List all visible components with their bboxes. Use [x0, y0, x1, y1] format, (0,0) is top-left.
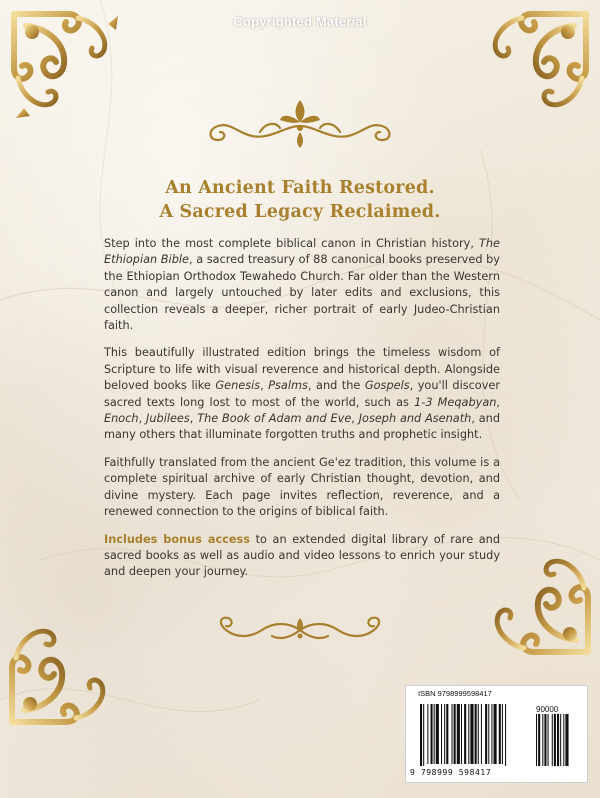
headline-line-1: An Ancient Faith Restored.: [165, 178, 435, 198]
barcode-bar: [444, 704, 445, 764]
barcode-bar: [454, 704, 456, 764]
text-span: ,: [351, 412, 359, 426]
barcode-bar: [478, 704, 479, 764]
text-span: ,: [138, 412, 147, 426]
barcode-bar: [468, 704, 469, 764]
barcode-addon-bar: [560, 714, 561, 766]
barcode-bar: [457, 704, 460, 764]
barcode-addon-bar: [544, 714, 546, 766]
barcode-bar: [461, 704, 462, 764]
book-name: Gospels: [364, 379, 410, 393]
price-code: 90000: [536, 705, 559, 714]
text-span: , a sacred treasury of 88 canonical books preserved by the Ethiopian Orthodox Tewahedo Church. Far older than the Western canon and largely untouched by later edits and exclusions, this collection reveals a deeper, richer portrait of early Judeo-Christian faith.: [104, 253, 500, 333]
barcode-addon-bar: [565, 714, 568, 766]
barcode-digits: 9 798999 598417: [410, 768, 492, 777]
barcode-bar: [494, 704, 497, 764]
flourish-divider-icon: [210, 610, 390, 650]
paragraph-1: [104, 236, 500, 334]
watermark: Copyrighted Material: [233, 14, 367, 29]
barcode-bar: [420, 704, 422, 766]
barcode-bar: [470, 704, 473, 764]
barcode-bar: [505, 704, 506, 766]
description: [104, 236, 500, 592]
text-span: , you'll discover sacred texts long lost to most of the world, such as: [104, 379, 500, 409]
barcode-bar: [502, 704, 503, 764]
barcode-addon-bar: [538, 714, 540, 766]
barcode-bar: [481, 704, 482, 764]
barcode-bar: [434, 704, 435, 764]
barcode-bar: [491, 704, 492, 764]
barcode-bar: [427, 704, 428, 764]
flourish-divider-icon: [200, 96, 400, 156]
headline: [0, 176, 600, 224]
text-span: This beautifully illustrated edition brings the timeless wisdom of Scripture to life with visual reverence and historical depth. Alongside beloved books like: [104, 346, 500, 393]
book-name: Enoch: [104, 412, 139, 426]
book-name: Psalms: [268, 379, 308, 393]
book-name: Genesis: [215, 379, 261, 393]
barcode-bar: [485, 704, 487, 764]
barcode-addon-bar: [548, 714, 549, 766]
paragraph-4: [104, 532, 500, 581]
text-span: , and the: [307, 379, 365, 393]
book-title: The Ethiopian Bible: [104, 237, 500, 267]
paragraph-2: [104, 345, 500, 443]
barcode-bar: [441, 704, 442, 764]
book-name: The Book of Adam and Eve: [197, 412, 352, 426]
isbn-barcode: [405, 685, 588, 783]
corner-ornament-icon: [6, 608, 126, 728]
corner-ornament-icon: [472, 8, 592, 128]
barcode-bar: [452, 704, 453, 764]
paragraph-3: Faithfully translated from the ancient Ge'ez tradition, this volume is a complete spiritual archive of early Christian thought, devotion, and divine mystery. Each page invites reflection, reverence, and a renewed connection to the origins of biblical faith.: [104, 455, 500, 519]
headline-line-2: A Sacred Legacy Reclaimed.: [159, 202, 441, 222]
text-span: , and many others that illuminate forgotten truths and prophetic insight.: [104, 412, 500, 442]
corner-ornament-icon: [8, 8, 128, 128]
barcode-bars: [418, 698, 578, 766]
text-span: Step into the most complete biblical canon in Christian history,: [104, 237, 479, 250]
barcode-bar: [464, 704, 466, 764]
barcode-bar: [423, 704, 424, 766]
barcode-bar: [488, 704, 489, 764]
barcode-addon-bar: [536, 714, 537, 766]
barcode-addon-bar: [563, 714, 564, 766]
barcode-bar: [436, 704, 439, 764]
text-span: ,: [189, 412, 198, 426]
book-name: 1-3 Meqabyan: [414, 395, 497, 409]
barcode-addon-bar: [557, 714, 559, 766]
barcode-bar: [475, 704, 477, 764]
bonus-highlight: Includes bonus access: [104, 532, 250, 546]
barcode-bar: [446, 704, 448, 764]
book-name: Joseph and Asenath: [358, 412, 472, 426]
isbn-label: ISBN 9798999598417: [418, 689, 492, 698]
barcode-addon-bar: [552, 714, 553, 766]
text-span: ,: [260, 379, 269, 393]
text-span: ,: [496, 395, 500, 409]
barcode-addon-bar: [554, 714, 556, 766]
barcode-bar: [499, 704, 501, 764]
book-name: Jubilees: [146, 412, 190, 426]
barcode-addon-bar: [542, 714, 543, 766]
text-span: to an extended digital library of rare and sacred books as well as audio and video lessons to enrich your study and deepen your journey.: [104, 532, 500, 579]
barcode-bar: [431, 704, 433, 764]
